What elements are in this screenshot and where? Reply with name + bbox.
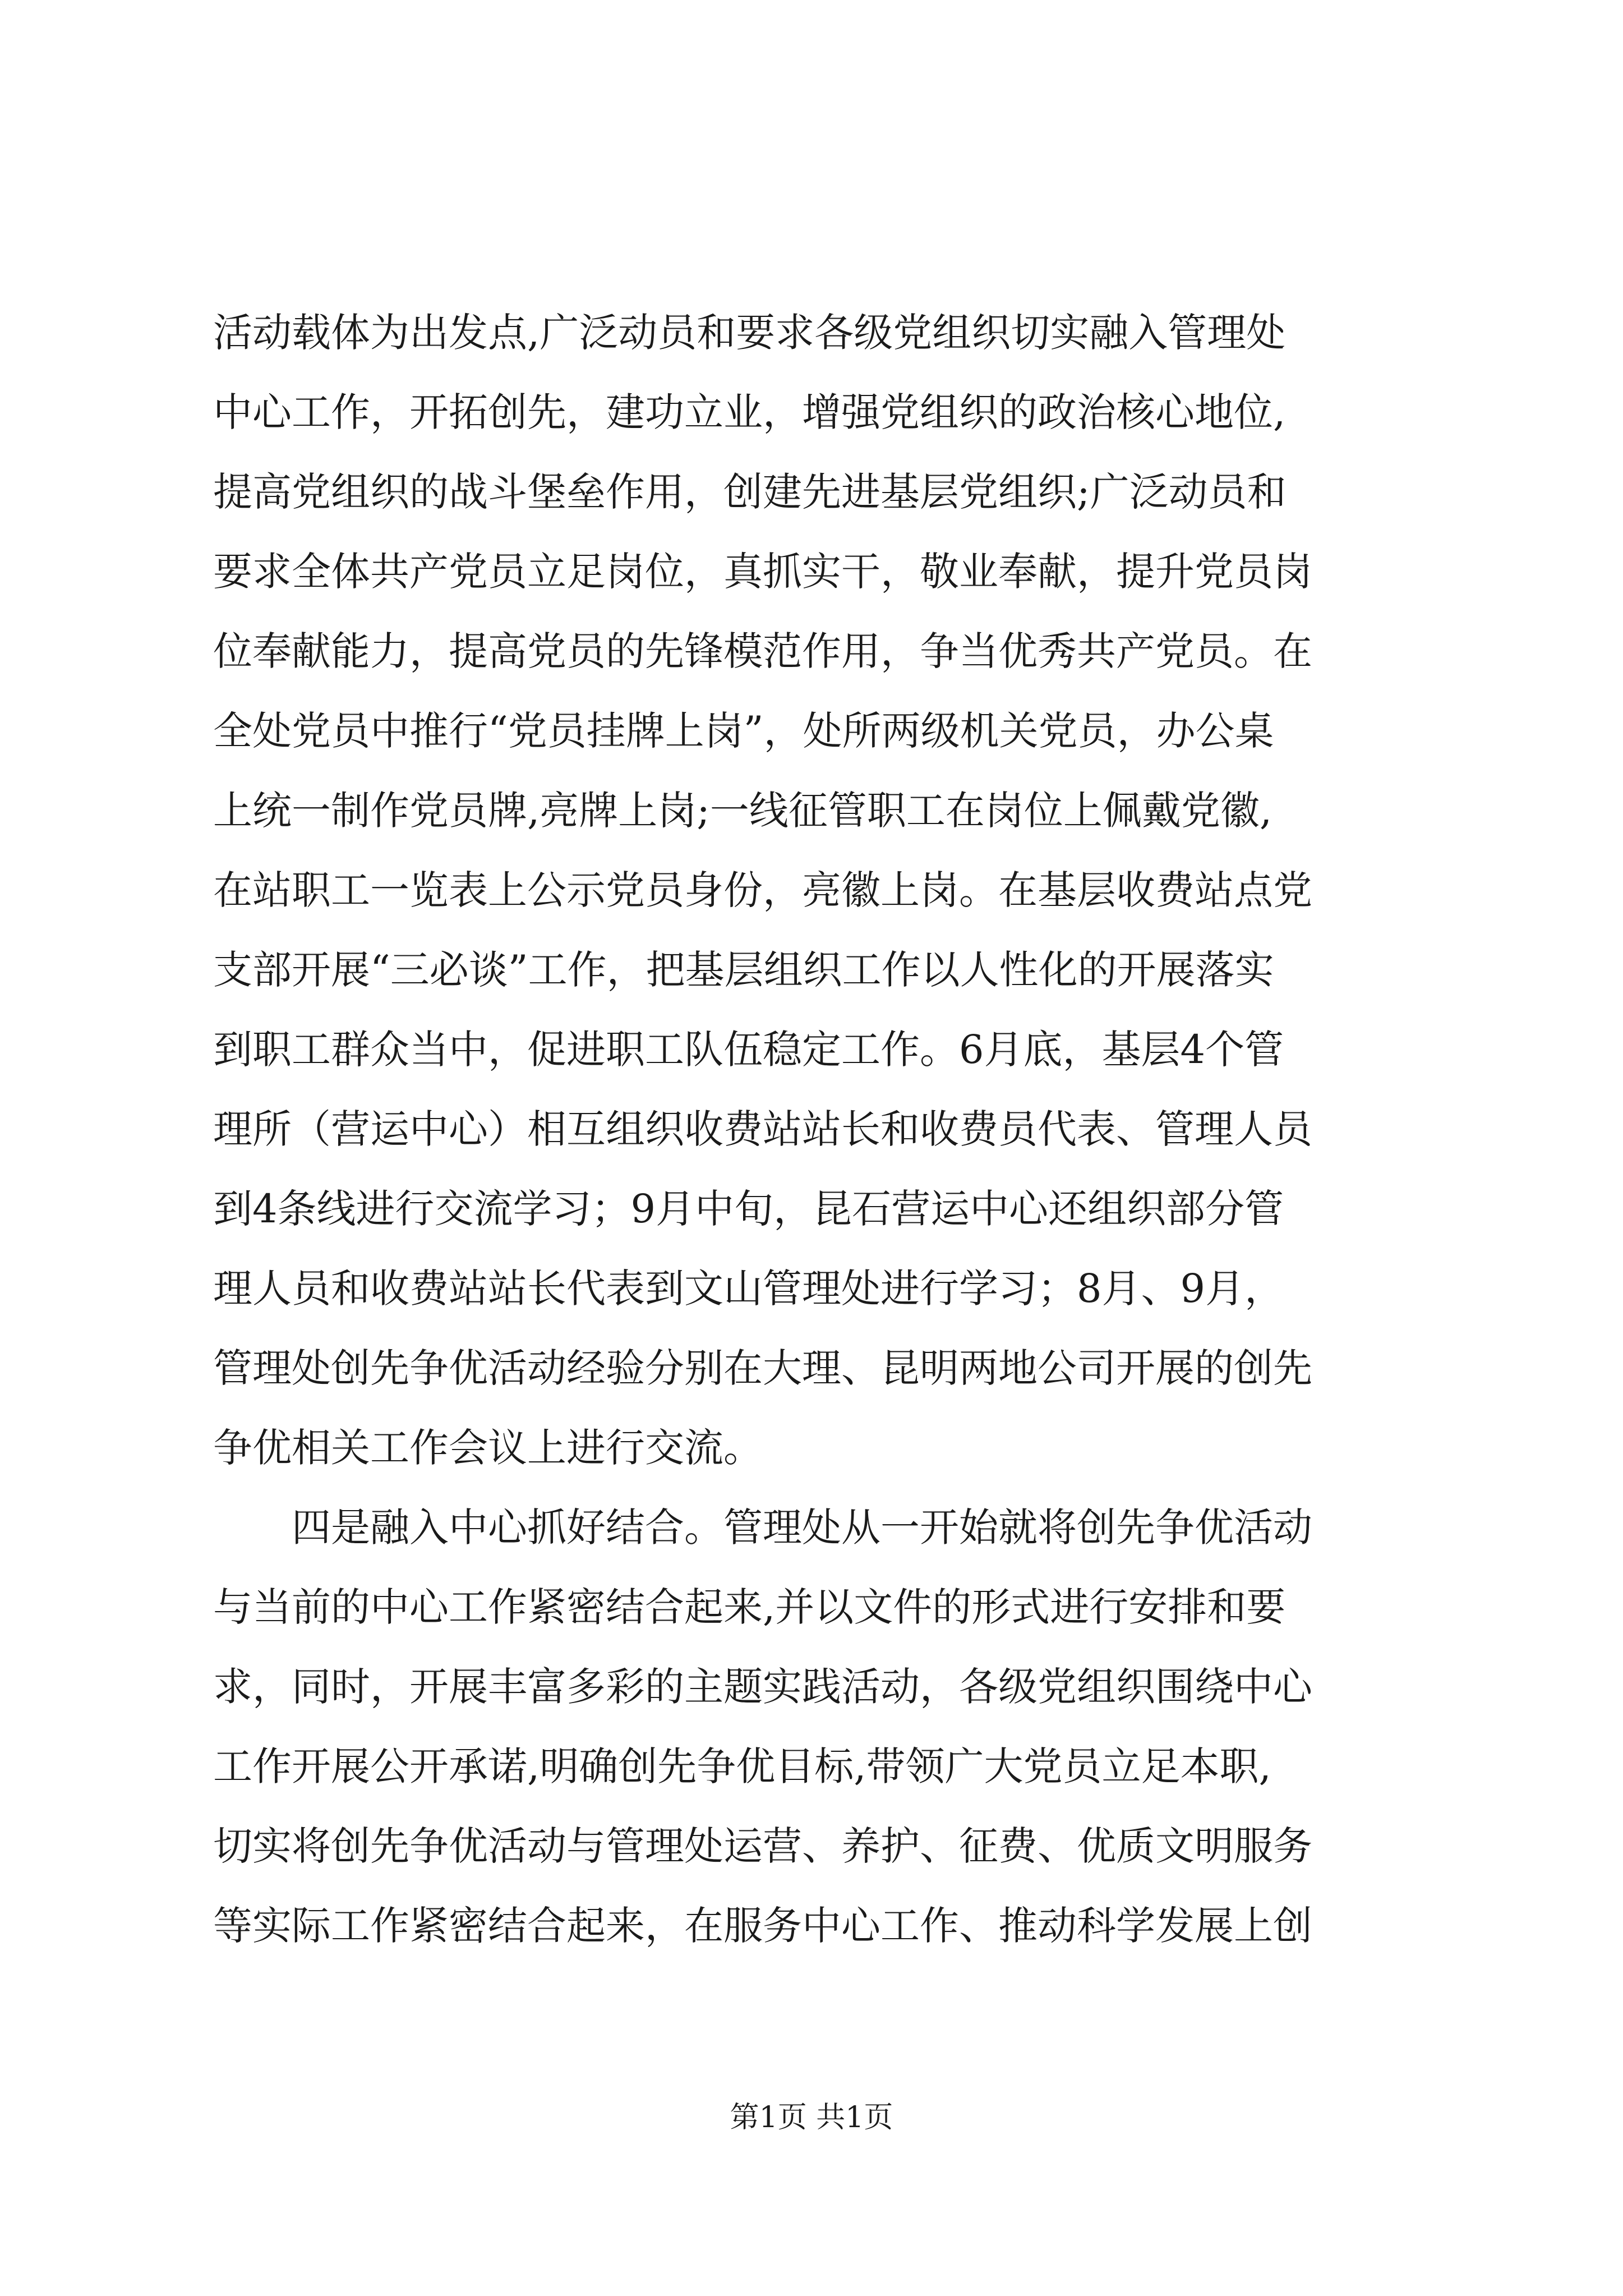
- text-line: 管理处创先争优活动经验分别在大理、昆明两地公司开展的创先: [213, 1345, 1312, 1391]
- page-footer: [0, 2098, 1623, 2137]
- text-line: 切实将创先争优活动与管理处运营、养护、征费、优质文明服务: [213, 1823, 1312, 1869]
- text-line: 全处党员中推行“党员挂牌上岗”，处所两级机关党员，办公桌: [213, 708, 1274, 754]
- text-line: 在站职工一览表上公示党员身份，亮徽上岗。在基层收费站点党: [213, 867, 1312, 913]
- text-line: 求，同时，开展丰富多彩的主题实践活动，各级党组织围绕中心: [213, 1664, 1312, 1710]
- text-line: 位奉献能力，提高党员的先锋模范作用，争当优秀共产党员。在: [213, 628, 1312, 674]
- text-line: 理人员和收费站站长代表到文山管理处进行学习；8月、9月，: [213, 1266, 1284, 1312]
- text-line: 到4条线进行交流学习；9月中旬，昆石营运中心还组织部分管: [213, 1186, 1284, 1232]
- paragraph-start-line: 四是融入中心抓好结合。管理处从一开始就将创先争优活动: [213, 1504, 1312, 1550]
- text-line: 提高党组织的战斗堡垒作用，创建先进基层党组织;广泛动员和: [213, 469, 1287, 515]
- text-line: 中心工作，开拓创先，建功立业，增强党组织的政治核心地位,: [213, 389, 1286, 435]
- text-line: 要求全体共产党员立足岗位，真抓实干，敬业奉献，提升党员岗: [213, 549, 1312, 595]
- text-line: 上统一制作党员牌,亮牌上岗;一线征管职工在岗位上佩戴党徽,: [213, 788, 1272, 834]
- text-line: 理所（营运中心）相互组织收费站站长和收费员代表、管理人员: [213, 1106, 1312, 1152]
- text-line: 活动载体为出发点,广泛动员和要求各级党组织切实融入管理处: [213, 310, 1286, 356]
- text-line: 等实际工作紧密结合起来，在服务中心工作、推动科学发展上创: [213, 1903, 1312, 1949]
- page-number-label: 第1页 共1页: [730, 2101, 893, 2134]
- text-line: 争优相关工作会议上进行交流。: [213, 1425, 763, 1471]
- text-line: 支部开展“三必谈”工作，把基层组织工作以人性化的开展落实: [213, 947, 1274, 993]
- text-line: 到职工群众当中，促进职工队伍稳定工作。6月底，基层4个管: [213, 1027, 1284, 1073]
- text-line: 工作开展公开承诺,明确创先争优目标,带领广大党员立足本职,: [213, 1743, 1271, 1789]
- text-line: 与当前的中心工作紧密结合起来,并以文件的形式进行安排和要: [213, 1584, 1286, 1630]
